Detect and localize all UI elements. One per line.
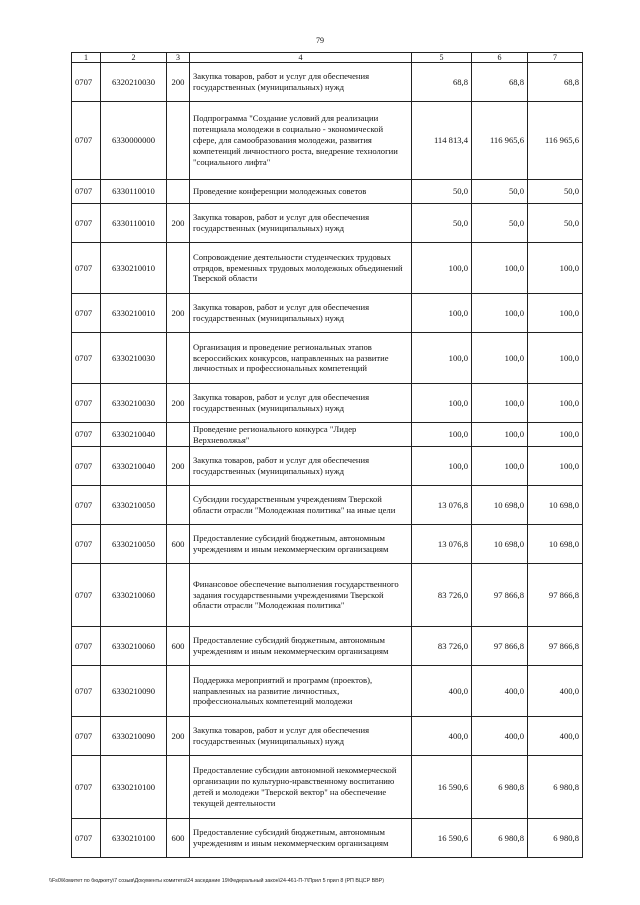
table-row [72, 243, 583, 294]
expense-type-code: 200 [167, 384, 190, 423]
expense-type-code: 600 [167, 525, 190, 564]
amount-year-1: 114 813,4 [412, 102, 472, 180]
item-name: Закупка товаров, работ и услуг для обеспечения государственных (муниципальных) нужд [190, 384, 412, 423]
section-code: 0707 [72, 756, 101, 819]
page-number: 79 [316, 36, 324, 45]
target-article-code: 6330210100 [101, 819, 167, 858]
item-name: Подпрограмма "Создание условий для реализации потенциала молодежи в социально - экономической сфере, для самообразования молодежи, развития компетенций личностного роста, внедрение технологии "социального лифта" [190, 102, 412, 180]
expense-type-code [167, 756, 190, 819]
target-article-code: 6330210050 [101, 525, 167, 564]
amount-year-1: 16 590,6 [412, 819, 472, 858]
amount-year-2: 100,0 [472, 423, 528, 447]
section-code: 0707 [72, 63, 101, 102]
expense-type-code [167, 666, 190, 717]
table-row [72, 666, 583, 717]
amount-year-3: 6 980,8 [528, 756, 583, 819]
expense-type-code: 200 [167, 63, 190, 102]
target-article-code: 6330210100 [101, 756, 167, 819]
item-name: Предоставление субсидии автономной некоммерческой организации по культурно-нравственному воспитанию детей и молодежи "Тверской вектор" на обеспечение текущей деятельности [190, 756, 412, 819]
section-code: 0707 [72, 384, 101, 423]
amount-year-3: 10 698,0 [528, 525, 583, 564]
amount-year-2: 10 698,0 [472, 525, 528, 564]
amount-year-1: 50,0 [412, 204, 472, 243]
amount-year-2: 116 965,6 [472, 102, 528, 180]
item-name: Предоставление субсидий бюджетным, автономным учреждениям и иным некоммерческим организациям [190, 525, 412, 564]
expense-type-code [167, 243, 190, 294]
section-code: 0707 [72, 423, 101, 447]
amount-year-2: 97 866,8 [472, 627, 528, 666]
target-article-code: 6330210030 [101, 384, 167, 423]
amount-year-1: 400,0 [412, 717, 472, 756]
amount-year-1: 68,8 [412, 63, 472, 102]
item-name: Субсидии государственным учреждениям Тверской области отрасли "Молодежная политика" на иные цели [190, 486, 412, 525]
amount-year-2: 10 698,0 [472, 486, 528, 525]
table-row [72, 294, 583, 333]
expense-type-code [167, 423, 190, 447]
section-code: 0707 [72, 204, 101, 243]
amount-year-3: 10 698,0 [528, 486, 583, 525]
section-code: 0707 [72, 102, 101, 180]
amount-year-3: 97 866,8 [528, 564, 583, 627]
section-code: 0707 [72, 525, 101, 564]
table-row [72, 333, 583, 384]
expense-type-code [167, 486, 190, 525]
section-code: 0707 [72, 243, 101, 294]
target-article-code: 6330210040 [101, 423, 167, 447]
table-row [72, 180, 583, 204]
table-row [72, 756, 583, 819]
target-article-code: 6330110010 [101, 180, 167, 204]
item-name: Финансовое обеспечение выполнения государственного задания государственными учреждениями Тверской области отрасли "Молодежная политика" [190, 564, 412, 627]
table-row [72, 525, 583, 564]
section-code: 0707 [72, 294, 101, 333]
section-code: 0707 [72, 627, 101, 666]
item-name: Закупка товаров, работ и услуг для обеспечения государственных (муниципальных) нужд [190, 447, 412, 486]
table-row [72, 423, 583, 447]
header-cell: 3 [167, 53, 190, 63]
item-name: Организация и проведение региональных этапов всероссийских конкурсов, направленных на развитие личностных и профессиональных компетенций [190, 333, 412, 384]
amount-year-2: 6 980,8 [472, 819, 528, 858]
expense-type-code [167, 180, 190, 204]
expense-type-code: 600 [167, 627, 190, 666]
table-row [72, 819, 583, 858]
header-cell: 7 [528, 53, 583, 63]
amount-year-3: 100,0 [528, 384, 583, 423]
footer-file-path: \\Fs0\Комитет по бюджету\7 созыв\Документы комитета\24 заседание 19\Федеральный закон\24-461-П-7\Прил 5 прил 8 (РП ВЦСР ВВР) [49, 878, 384, 884]
amount-year-3: 100,0 [528, 447, 583, 486]
amount-year-2: 100,0 [472, 294, 528, 333]
target-article-code: 6320210030 [101, 63, 167, 102]
expense-type-code: 200 [167, 717, 190, 756]
amount-year-2: 50,0 [472, 180, 528, 204]
target-article-code: 6330210030 [101, 333, 167, 384]
target-article-code: 6330210060 [101, 564, 167, 627]
amount-year-1: 100,0 [412, 294, 472, 333]
amount-year-1: 13 076,8 [412, 525, 472, 564]
amount-year-3: 400,0 [528, 717, 583, 756]
amount-year-3: 400,0 [528, 666, 583, 717]
table-row [72, 627, 583, 666]
table-row [72, 564, 583, 627]
section-code: 0707 [72, 717, 101, 756]
header-row [72, 53, 583, 63]
amount-year-3: 100,0 [528, 423, 583, 447]
target-article-code: 6330000000 [101, 102, 167, 180]
amount-year-3: 116 965,6 [528, 102, 583, 180]
expense-type-code [167, 333, 190, 384]
item-name: Сопровождение деятельности студенческих трудовых отрядов, временных трудовых молодежных объединений Тверской области [190, 243, 412, 294]
section-code: 0707 [72, 447, 101, 486]
item-name: Проведение конференции молодежных советов [190, 180, 412, 204]
section-code: 0707 [72, 333, 101, 384]
target-article-code: 6330210090 [101, 717, 167, 756]
expense-type-code [167, 102, 190, 180]
target-article-code: 6330210010 [101, 294, 167, 333]
expense-type-code: 600 [167, 819, 190, 858]
expense-type-code: 200 [167, 447, 190, 486]
amount-year-1: 100,0 [412, 243, 472, 294]
item-name: Закупка товаров, работ и услуг для обеспечения государственных (муниципальных) нужд [190, 294, 412, 333]
amount-year-2: 400,0 [472, 717, 528, 756]
item-name: Закупка товаров, работ и услуг для обеспечения государственных (муниципальных) нужд [190, 204, 412, 243]
amount-year-1: 100,0 [412, 423, 472, 447]
target-article-code: 6330210050 [101, 486, 167, 525]
amount-year-2: 400,0 [472, 666, 528, 717]
expense-type-code: 200 [167, 204, 190, 243]
amount-year-1: 13 076,8 [412, 486, 472, 525]
header-cell: 1 [72, 53, 101, 63]
amount-year-1: 400,0 [412, 666, 472, 717]
target-article-code: 6330210090 [101, 666, 167, 717]
section-code: 0707 [72, 666, 101, 717]
header-cell: 2 [101, 53, 167, 63]
budget-table [71, 52, 583, 858]
amount-year-1: 50,0 [412, 180, 472, 204]
table-row [72, 384, 583, 423]
amount-year-2: 100,0 [472, 243, 528, 294]
amount-year-1: 16 590,6 [412, 756, 472, 819]
section-code: 0707 [72, 819, 101, 858]
table-row [72, 447, 583, 486]
amount-year-3: 100,0 [528, 294, 583, 333]
amount-year-2: 100,0 [472, 384, 528, 423]
amount-year-3: 6 980,8 [528, 819, 583, 858]
amount-year-2: 50,0 [472, 204, 528, 243]
expense-type-code: 200 [167, 294, 190, 333]
amount-year-1: 83 726,0 [412, 564, 472, 627]
amount-year-1: 100,0 [412, 384, 472, 423]
section-code: 0707 [72, 180, 101, 204]
table-row [72, 486, 583, 525]
target-article-code: 6330210010 [101, 243, 167, 294]
amount-year-3: 50,0 [528, 204, 583, 243]
item-name: Проведение регионального конкурса "Лидер Верхневолжья" [190, 423, 412, 447]
amount-year-2: 68,8 [472, 63, 528, 102]
item-name: Поддержка мероприятий и программ (проектов), направленных на развитие личностных, профессиональных компетенций молодежи [190, 666, 412, 717]
amount-year-1: 100,0 [412, 447, 472, 486]
amount-year-1: 100,0 [412, 333, 472, 384]
table-row [72, 63, 583, 102]
item-name: Предоставление субсидий бюджетным, автономным учреждениям и иным некоммерческим организациям [190, 819, 412, 858]
amount-year-3: 100,0 [528, 333, 583, 384]
target-article-code: 6330110010 [101, 204, 167, 243]
amount-year-3: 68,8 [528, 63, 583, 102]
header-cell: 5 [412, 53, 472, 63]
section-code: 0707 [72, 486, 101, 525]
table-row [72, 204, 583, 243]
amount-year-3: 97 866,8 [528, 627, 583, 666]
header-cell: 6 [472, 53, 528, 63]
header-cell: 4 [190, 53, 412, 63]
amount-year-2: 100,0 [472, 447, 528, 486]
amount-year-3: 100,0 [528, 243, 583, 294]
amount-year-2: 100,0 [472, 333, 528, 384]
target-article-code: 6330210060 [101, 627, 167, 666]
table-row [72, 102, 583, 180]
section-code: 0707 [72, 564, 101, 627]
expense-type-code [167, 564, 190, 627]
item-name: Закупка товаров, работ и услуг для обеспечения государственных (муниципальных) нужд [190, 63, 412, 102]
item-name: Закупка товаров, работ и услуг для обеспечения государственных (муниципальных) нужд [190, 717, 412, 756]
amount-year-2: 97 866,8 [472, 564, 528, 627]
target-article-code: 6330210040 [101, 447, 167, 486]
table-row [72, 717, 583, 756]
amount-year-1: 83 726,0 [412, 627, 472, 666]
item-name: Предоставление субсидий бюджетным, автономным учреждениям и иным некоммерческим организациям [190, 627, 412, 666]
amount-year-3: 50,0 [528, 180, 583, 204]
amount-year-2: 6 980,8 [472, 756, 528, 819]
